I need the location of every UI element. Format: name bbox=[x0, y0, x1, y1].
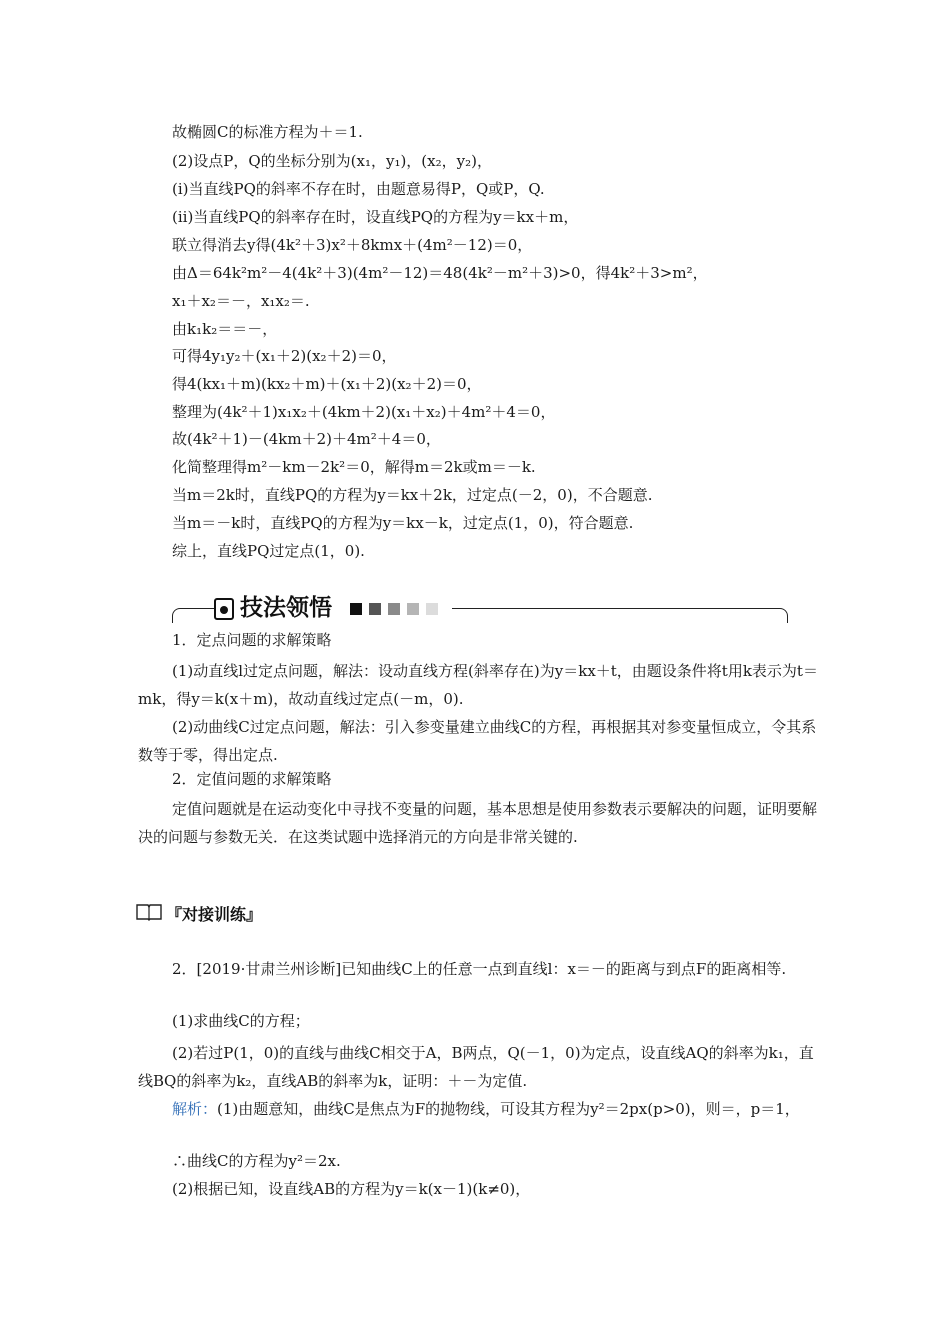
solution-line: 联立得消去y得(4k²＋3)x²＋8kmx＋(4m²－12)＝0， bbox=[172, 236, 533, 254]
technique-header bbox=[172, 594, 788, 624]
solution-line: 由Δ＝64k²m²－4(4k²＋3)(4m²－12)＝48(4k²－m²＋3)>0，得4k²＋3>m²， bbox=[172, 264, 708, 282]
analysis-paragraph bbox=[138, 1095, 818, 1123]
analysis-text: (1)由题意知，曲线C是焦点为F的抛物线，可设其方程为y²＝2px(p>0)，则＝，p＝1， bbox=[217, 1100, 800, 1118]
solution-line: 故椭圆C的标准方程为＋＝1. bbox=[172, 123, 363, 141]
square-icon bbox=[388, 603, 400, 615]
technique-paragraph: (1)动直线l过定点问题，解法：设动直线方程(斜率存在)为y＝kx＋t，由题设条件将t用k表示为t＝mk，得y＝k(x＋m)，故动直线过定点(－m，0). bbox=[138, 662, 818, 708]
analysis-label: 解析： bbox=[172, 1100, 218, 1118]
solution-line: 由k₁k₂＝＝－， bbox=[172, 320, 278, 338]
solution-line: (2)设点P，Q的坐标分别为(x₁，y₁)，(x₂，y₂)， bbox=[172, 152, 492, 170]
solution-line: 故(4k²＋1)－(4km＋2)＋4m²＋4＝0， bbox=[172, 430, 441, 448]
technique-paragraph: (2)动曲线C过定点问题，解法：引入参变量建立曲线C的方程，再根据其对参变量恒成立，令其系数等于零，得出定点. bbox=[138, 718, 817, 764]
solution-line: 得4(kx₁＋m)(kx₂＋m)＋(x₁＋2)(x₂＋2)＝0， bbox=[172, 375, 482, 393]
practice-question-2: (2)若过P(1，0)的直线与曲线C相交于A，B两点，Q(－1，0)为定点，设直线AQ的斜率为k₁，直线BQ的斜率为k₂，直线AB的斜率为k，证明：＋－为定值. bbox=[138, 1044, 814, 1090]
solution-line: 可得4y₁y₂＋(x₁＋2)(x₂＋2)＝0， bbox=[172, 347, 397, 365]
square-icon bbox=[369, 603, 381, 615]
book-icon bbox=[136, 903, 162, 921]
solution-line: (ⅰ)当直线PQ的斜率不存在时，由题意易得P，Q或P，Q. bbox=[172, 180, 545, 198]
header-squares bbox=[350, 603, 445, 622]
practice-problem: 2．[2019·甘肃兰州诊断]已知曲线C上的任意一点到直线l：x＝－的距离与到点F的距离相等. bbox=[172, 960, 787, 978]
lock-icon bbox=[214, 598, 234, 620]
solution-line: (ⅱ)当直线PQ的斜率存在时，设直线PQ的方程为y＝kx＋m， bbox=[172, 208, 579, 226]
header-rule-left bbox=[172, 608, 217, 623]
practice-title: 『对接训练』 bbox=[166, 905, 263, 924]
square-icon bbox=[350, 603, 362, 615]
square-icon bbox=[426, 603, 438, 615]
solution-line: 当m＝2k时，直线PQ的方程为y＝kx＋2k，过定点(－2，0)，不合题意. bbox=[172, 486, 653, 504]
technique-heading: 2．定值问题的求解策略 bbox=[172, 770, 332, 788]
technique-paragraph: 定值问题就是在运动变化中寻找不变量的问题，基本思想是使用参数表示要解决的问题，证明要解决的问题与参数无关．在这类试题中选择消元的方向是非常关键的. bbox=[138, 800, 818, 846]
technique-title: 技法领悟 bbox=[240, 595, 332, 621]
solution-line: 整理为(4k²＋1)x₁x₂＋(4km＋2)(x₁＋x₂)＋4m²＋4＝0， bbox=[172, 403, 556, 421]
header-rule-right bbox=[452, 608, 788, 623]
technique-heading: 1．定点问题的求解策略 bbox=[172, 631, 332, 649]
solution-line: x₁＋x₂＝－，x₁x₂＝. bbox=[172, 292, 310, 310]
square-icon bbox=[407, 603, 419, 615]
analysis-line: ∴曲线C的方程为y²＝2x. bbox=[172, 1152, 341, 1170]
practice-question-1: (1)求曲线C的方程； bbox=[172, 1012, 310, 1030]
solution-line: 综上，直线PQ过定点(1，0). bbox=[172, 542, 365, 560]
analysis-line: (2)根据已知，设直线AB的方程为y＝k(x－1)(k≠0)， bbox=[172, 1180, 531, 1198]
solution-line: 当m＝－k时，直线PQ的方程为y＝kx－k，过定点(1，0)，符合题意. bbox=[172, 514, 634, 532]
solution-line: 化简整理得m²－km－2k²＝0，解得m＝2k或m＝－k. bbox=[172, 458, 536, 476]
